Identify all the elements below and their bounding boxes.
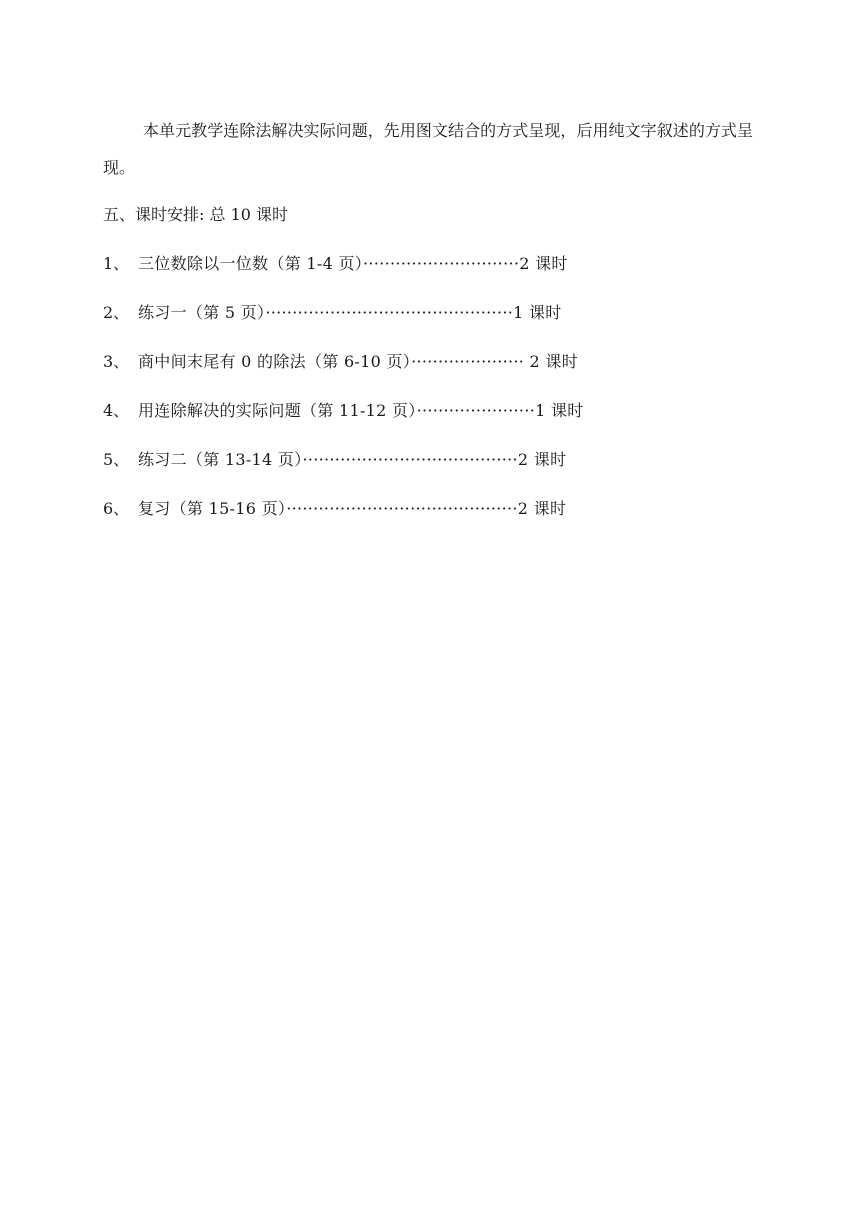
item-text: 练习一（第 5 页）··············································1 课时 (138, 303, 562, 322)
item-number: 2、 (103, 303, 130, 322)
item-text: 练习二（第 13-14 页）········································2 课时 (138, 450, 567, 469)
schedule-item (103, 399, 603, 448)
schedule-list (103, 252, 603, 546)
intro-paragraph: 本单元教学连除法解决实际问题，先用图文结合的方式呈现，后用纯文字叙述的方式呈现。 (103, 121, 753, 177)
schedule-item (103, 448, 603, 497)
item-text: 复习（第 15-16 页）···········································2 课时 (138, 499, 567, 518)
item-number: 5、 (103, 450, 130, 469)
item-number: 4、 (103, 401, 130, 420)
item-number: 3、 (103, 352, 130, 371)
schedule-item (103, 301, 603, 350)
schedule-item (103, 252, 603, 301)
item-text: 三位数除以一位数（第 1-4 页）·····························2 课时 (138, 254, 568, 273)
schedule-item (103, 350, 603, 399)
item-text: 商中间末尾有 0 的除法（第 6-10 页）····················· 2 课时 (138, 352, 579, 371)
item-text: 用连除解决的实际问题（第 11-12 页）······················1 课时 (138, 401, 584, 420)
section-heading: 五、课时安排: 总 10 课时 (103, 205, 289, 224)
item-number: 6、 (103, 499, 130, 518)
item-number: 1、 (103, 254, 130, 273)
schedule-item (103, 497, 603, 546)
